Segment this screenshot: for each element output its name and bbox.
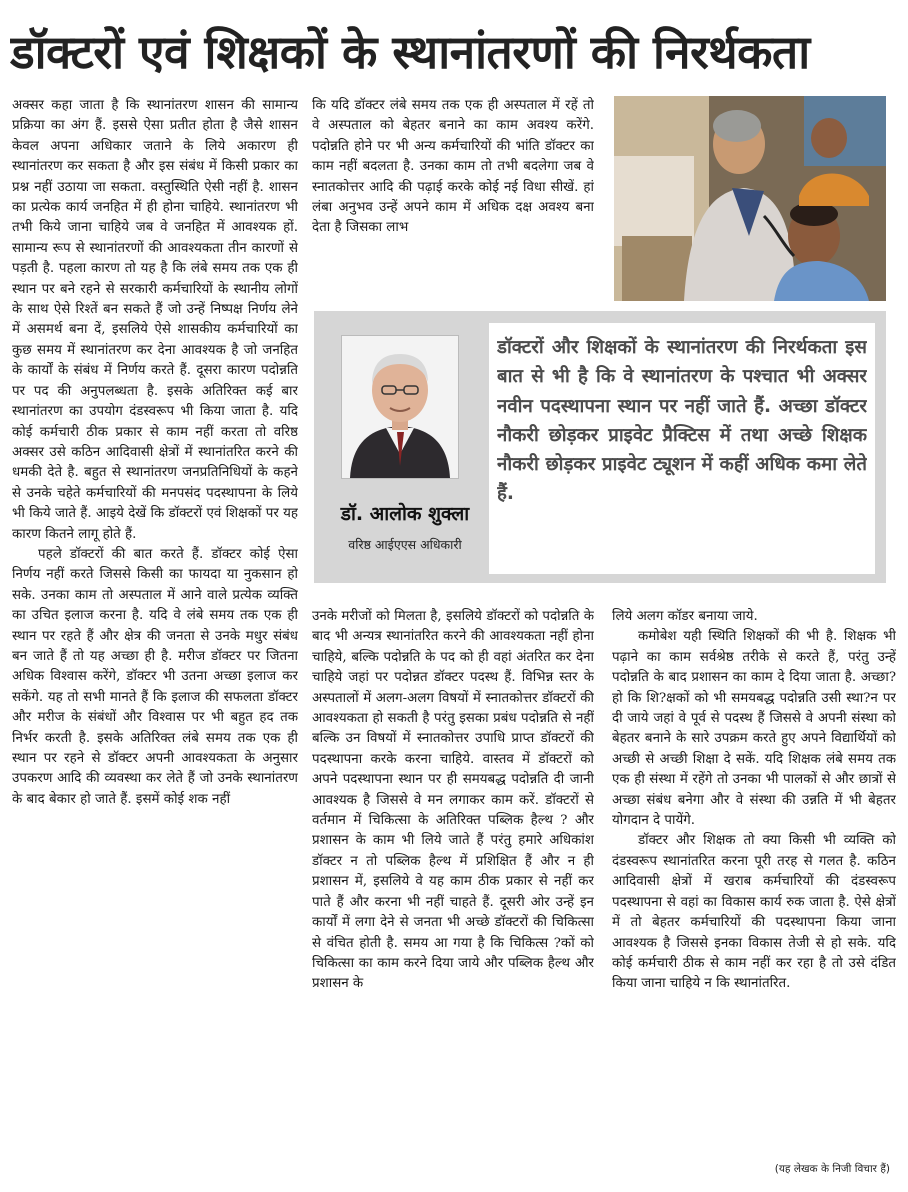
paragraph: कमोबेश यही स्थिति शिक्षकों की भी है. शिक्षक भी पढ़ाने का काम सर्वश्रेष्ठ तरीके से करते हैं, परंतु उन्हें पदोन्नति के बाद प्रशासन का काम दे दिया जाता है. अच्छा? हो कि शि?क्षकों को भी समयबद्ध पदोन्नति उसी स्था?न पर दी जाये जहां वे पूर्व से पदस्थ हैं जिससे वे अपनी संस्था को बेहतर बनाने के सारे उपक्रम करते हुए अपने विद्यार्थियों को अच्छी से अच्छी शिक्षा दे सकें. यदि शिक्षक लंबे समय तक एक ही संस्था में रहेंगे तो उनका भी पालकों से और छात्रों से अच्छा संबंध बनेगा और वे संस्था की उन्नति में भी बेहतर योगदान दे पायेंगे. — [612, 629, 896, 829]
article-column-2-top — [312, 96, 594, 302]
paragraph: लिये अलग कॉडर बनाया जाये. — [612, 609, 758, 624]
doctor-examining-child-photo — [614, 96, 886, 301]
article-column-1 — [12, 96, 298, 1176]
paragraph: कि यदि डॉक्टर लंबे समय तक एक ही अस्पताल में रहें तो वे अस्पताल को बेहतर बनाने का काम अवश्य करेंगे. पदोन्नति होने पर भी अन्य कर्मचारियों की भांति डॉक्टर का काम नहीं बदलता है. उनका काम तो तभी बदलेगा जब वे स्नातकोत्तर आदि की पढ़ाई करके कोई नई विधा सीखें. हां लंबा अनुभव उन्हें अपने काम में अधिक दक्ष अवश्य बना देता है जिसका लाभ — [312, 98, 594, 236]
article-column-2-bottom — [312, 607, 594, 1172]
paragraph: डॉक्टर और शिक्षक तो क्या किसी भी व्यक्ति को दंडस्वरूप स्थानांतरित करना पूरी तरह से गलत है. कठिन आदिवासी क्षेत्रों में खराब कर्मचारियों की दंडस्वरूप पदस्थापना से वहां का विकास कार्य रुक जाता है. ऐसे क्षेत्रों में तो बेहतर कर्मचारियों की पदस्थापना किया जाना आवश्यक है जिससे इनका विकास तेजी से हो सके. यदि कोई कर्मचारी ठीक से काम नहीं कर रहा है तो उसे दंडित किया जाना चाहिये न कि स्थानांतरित. — [612, 833, 896, 992]
pull-quote: डॉक्टरों और शिक्षकों के स्थानांतरण की निरर्थकता इस बात से भी है कि वे स्थानांतरण के पश्चात भी अक्सर नवीन पदस्थापना स्थान पर नहीं जाते हैं. अच्छा डॉक्टर नौकरी छोड़कर प्राइवेट प्रैक्टिस में तथा अच्छे शिक्षक नौकरी छोड़कर प्राइवेट ट्यूशन में कहीं अधिक कमा लेते हैं. — [497, 337, 867, 505]
paragraph: उनके मरीजों को मिलता है, इसलिये डॉक्टरों को पदोन्नति के बाद भी अन्यत्र स्थानांतरित करने की आवश्यकता नहीं होना चाहिये, बल्कि पदोन्नति के पद को ही वहां अंतरित कर देना चाहिये जहां पर पदोन्नत डॉक्टर पदस्थ हैं. विभिन्न स्तर के अस्पतालों में अलग-अलग विषयों में स्नातकोत्तर डॉक्टरों की आवश्यकता हो सकती है परंतु इसका प्रबंध पदोन्नति से नहीं बल्कि उन विषयों में स्नातकोत्तर उपाधि प्राप्त डॉक्टरों की पदस्थापना करके करना चाहिये. वास्तव में डॉक्टरों को अपने पदस्थापना स्थान पर ही समयबद्ध पदोन्नति दी जानी आवश्यक है जिससे वे मन लगाकर काम करें. डॉक्टरों से वर्तमान में चिकित्सा के अतिरिक्त पब्लिक हैल्थ ? और प्रशासन के काम भी लिये जाते हैं परंतु हमारे अधिकांश डॉक्टर न तो पब्लिक हैल्थ में प्रशिक्षित हैं और न ही प्रशासन में, इसलिये वे यह काम ठीक प्रकार से नहीं कर पाते हैं और करना भी नहीं चाहते हैं. दूसरी ओर उन्हें इन कार्यों में लगा देने से जनता भी अच्छे डॉक्टरों की चिकित्सा से वंचित होती है. समय आ गया है कि चिकित्स ?कों को चिकित्सा का काम करने दिया जाये और पब्लिक हैल्थ और प्रशासन के — [312, 609, 594, 992]
paragraph: पहले डॉक्टरों की बात करते हैं. डॉक्टर कोई ऐसा निर्णय नहीं करते जिससे किसी का फायदा या नुकसान हो सके. उनका काम तो अस्पताल में आने वाले प्रत्येक व्यक्ति का उचित इलाज करना है. यदि वे लंबे समय तक एक ही स्थान पर रहते हैं और क्षेत्र की जनता से उनके मधुर संबंध बन जाते हैं तो यह अच्छा ही है. मरीज डॉक्टर पर जितना अधिक विश्वास करेंगे, डॉक्टर भी उतना अच्छा इलाज कर सकेंगे. यह तो सभी मानते हैं कि इलाज की सफलता डॉक्टर और मरीज के संबंधों और विश्वास पर भी बहुत हद तक निर्भर करती है. इसके अतिरिक्त लंबे समय तक एक ही स्थान पर रहने से डॉक्टर अपनी आवश्यकता के अनुसार उपकरण आदि की व्यवस्था कर लेते हैं जो उनके स्थानांतरण के बाद बेकार हो जाते हैं. इसमें कोई शक नहीं — [12, 546, 298, 807]
paragraph: अक्सर कहा जाता है कि स्थानांतरण शासन की सामान्य प्रक्रिया का अंग हैं. इससे ऐसा प्रतीत होता है जैसे शासन केवल अपना अधिकार जताने के लिये अकारण ही स्थानांतरण कर सकता है और इस संबंध में किसी प्रकार का प्रश्न नहीं उठाया जा सकता. वस्तुस्थिति ऐसी नहीं है. शासन का प्रत्येक कार्य जनहित में ही होना चाहिये. स्थानांतरण भी तभी किये जाना चाहिये जब वे जनहित में आवश्यक हों. सामान्य रूप से स्थानांतरणों की आवश्यकता तीन कारणों से पड़ती है. पहला कारण तो यह है कि लंबे समय तक एक ही स्थान पर बने रहने से सरकारी कर्मचारियों के स्थानीय लोगों के साथ ऐसे रिश्तें बन सकते हैं जो उन्हें निष्पक्ष निर्णय लेने में असमर्थ बना दें, इसलिये ऐसे शासकीय कर्मचारियों का कुछ समय में स्थानांतरण कर देना आवश्यक है जो जनहित के कार्यों के संबंध में निर्णय करते हैं. दूसरा कारण पदोन्नति पर पद की अनुपलब्धता है. इसके अतिरिक्त कई बार स्थानांतरण का उपयोग दंडस्वरूप भी किया जाता है. यदि कोई कर्मचारी ठीक प्रकार से काम नहीं करता तो वरिष्ठ अक्सर उसे कठिन आदिवासी क्षेत्रों में स्थानांतरित करने की धमकी देते है. बहुत से स्थानांतरण जनप्रतिनिधियों के कहने से उनके चहेते कर्मचारियों की मनपसंद पदस्थापना के लिये भी किये जाते हैं. आइये देखें कि डॉक्टरों एवं शिक्षकों पर यह कारण कितने लागू होते हैं. — [12, 98, 298, 542]
headline: डॉक्टरों एवं शिक्षकों के स्थानांतरणों की निरर्थकता — [10, 25, 810, 79]
author-name: डॉ. आलोक शुक्ला — [340, 503, 470, 525]
author-portrait-photo — [341, 335, 459, 479]
author-disclaimer: (यह लेखक के निजी विचार हैं) — [769, 1162, 890, 1176]
author-role: वरिष्ठ आईएएस अधिकारी — [348, 537, 462, 552]
article-column-3-bottom — [612, 607, 896, 1172]
